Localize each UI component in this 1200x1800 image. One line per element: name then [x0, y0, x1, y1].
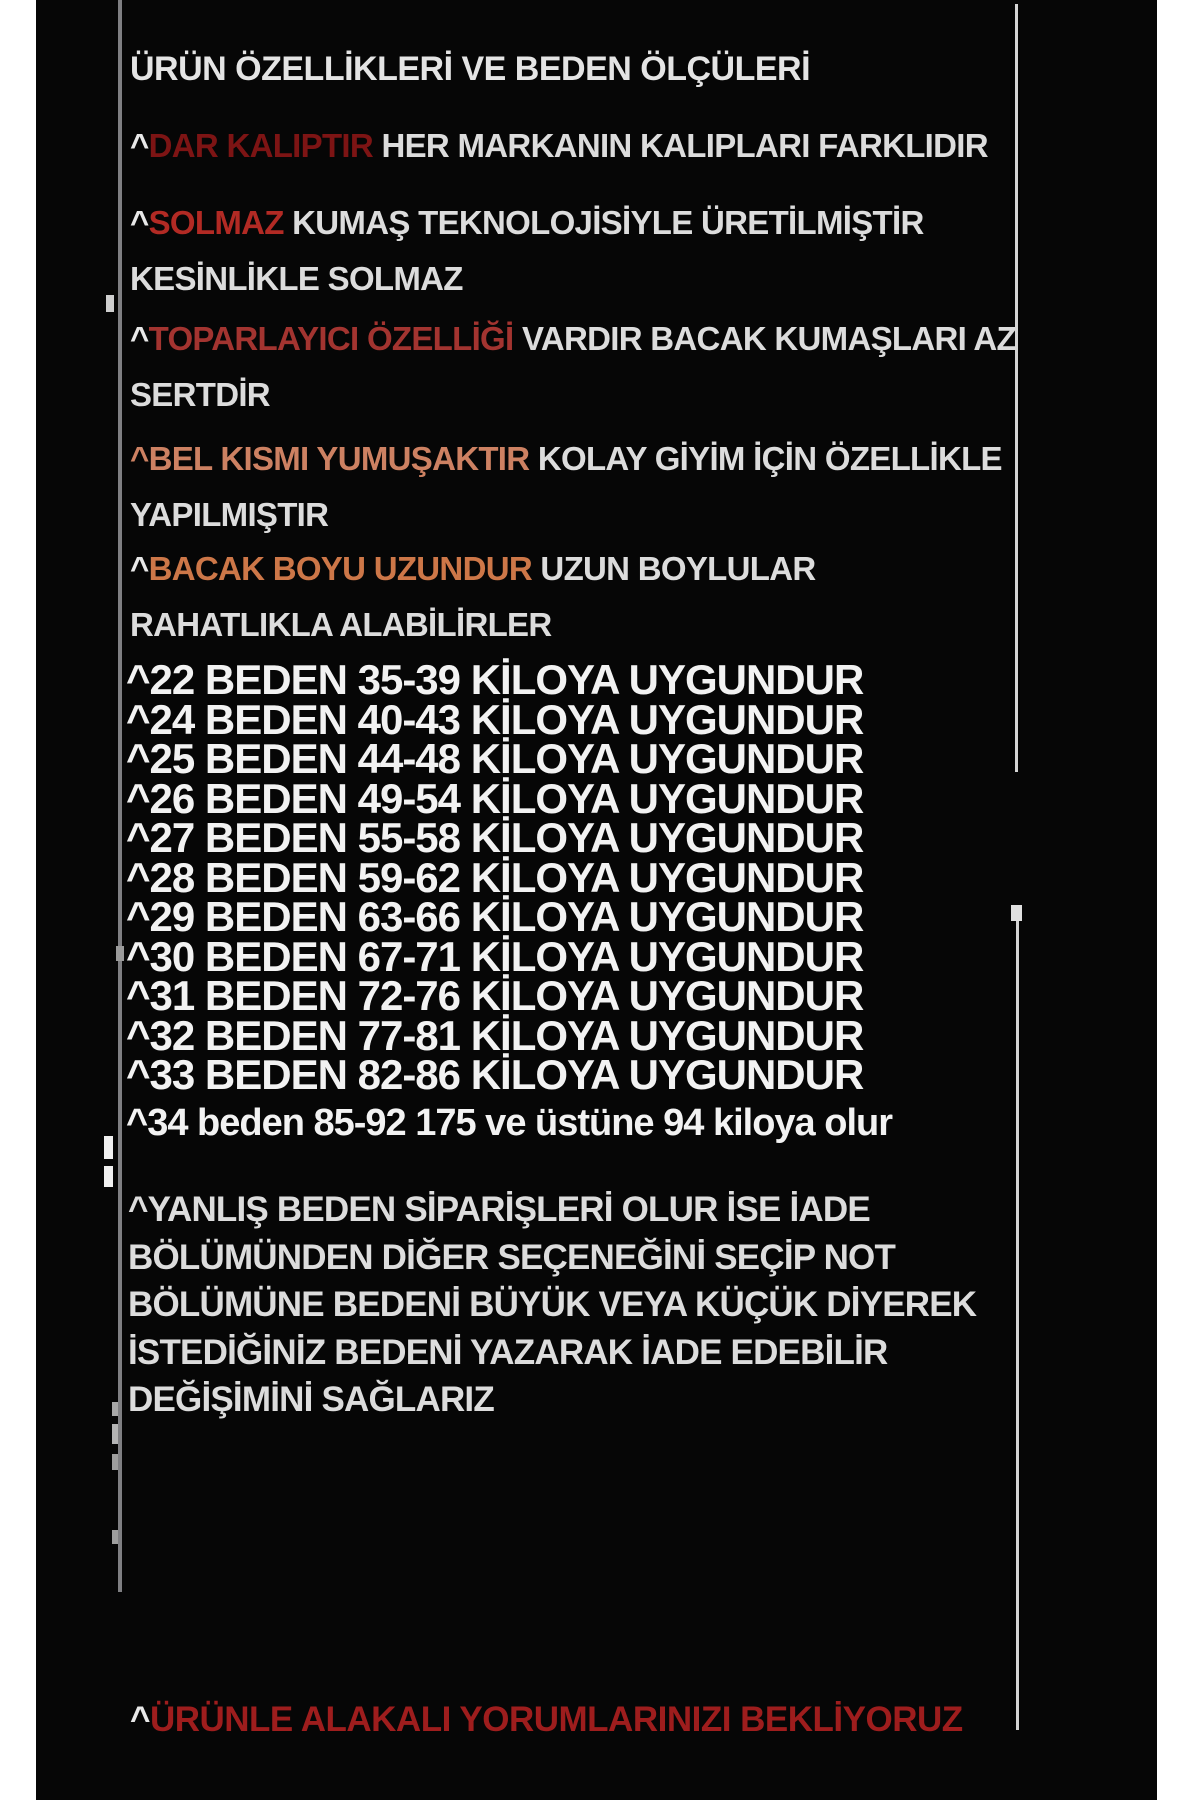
scan-artifact — [112, 1402, 118, 1416]
feature-toparlayici — [130, 311, 1016, 423]
note-line: BÖLÜMÜNDEN DİĞER SEÇENEĞİNİ SEÇİP NOT — [128, 1237, 896, 1277]
scan-artifact — [1011, 905, 1022, 921]
right-scan-line-bottom — [1016, 908, 1019, 1730]
size-row-34: ^34 beden 85-92 175 ve üstüne 94 kiloya olur — [126, 1101, 893, 1144]
feature-bacak-boyu — [130, 541, 815, 653]
size-row-24: ^24 BEDEN 40-43 KİLOYA UYGUNDUR — [126, 695, 864, 743]
feature-text-line2: YAPILMIŞTIR — [130, 496, 329, 533]
size-row-28: ^28 BEDEN 59-62 KİLOYA UYGUNDUR — [126, 853, 864, 901]
size-row-22: ^22 BEDEN 35-39 KİLOYA UYGUNDUR — [126, 656, 864, 703]
feature-highlight: BACAK BOYU UZUNDUR — [148, 550, 532, 587]
feature-highlight: BEL KISMI YUMUŞAKTIR — [148, 440, 530, 477]
feature-text: HER MARKANIN KALIPLARI FARKLIDIR — [373, 127, 988, 164]
caret-mark: ^ — [130, 204, 149, 241]
caret-mark: ^ — [130, 440, 149, 477]
caret-mark: ^ — [130, 550, 149, 587]
scan-artifact — [112, 1454, 118, 1470]
page-title: ÜRÜN ÖZELLİKLERİ VE BEDEN ÖLÇÜLERİ — [130, 50, 811, 88]
feature-text: VARDIR BACAK KUMAŞLARI AZ — [513, 320, 1016, 357]
return-policy-note — [128, 1186, 976, 1424]
note-line: DEĞİŞİMİNİ SAĞLARIZ — [128, 1380, 494, 1419]
scan-artifact — [112, 1424, 118, 1444]
note-line: BÖLÜMÜNE BEDENİ BÜYÜK VEYA KÜÇÜK DİYEREK — [128, 1285, 977, 1324]
left-scan-line — [118, 0, 122, 1592]
size-row-31: ^31 BEDEN 72-76 KİLOYA UYGUNDUR — [126, 972, 864, 1019]
scan-artifact — [112, 1530, 118, 1544]
product-description-image — [36, 0, 1157, 1800]
caret-mark: ^ — [130, 320, 149, 357]
note-line: ^YANLIŞ BEDEN SİPARİŞLERİ OLUR İSE İADE — [128, 1190, 870, 1229]
comments-request-line — [130, 1700, 963, 1740]
note-line: İSTEDİĞİNİZ BEDENİ YAZARAK İADE EDEBİLİR — [128, 1332, 888, 1372]
size-row-26: ^26 BEDEN 49-54 KİLOYA UYGUNDUR — [126, 774, 864, 822]
comments-request-text: ÜRÜNLE ALAKALI YORUMLARINIZI BEKLİYORUZ — [149, 1700, 963, 1739]
size-row-33: ^33 BEDEN 82-86 KİLOYA UYGUNDUR — [126, 1051, 864, 1098]
caret-mark: ^ — [130, 127, 149, 164]
caret-mark: ^ — [130, 1700, 150, 1739]
feature-text-line2: SERTDİR — [130, 376, 270, 413]
size-chart — [126, 656, 893, 1144]
scan-artifact — [104, 1166, 113, 1187]
scan-artifact — [106, 295, 114, 312]
feature-highlight: SOLMAZ — [148, 204, 284, 241]
scan-artifact — [104, 1136, 113, 1159]
feature-dar-kaliptir — [130, 118, 988, 174]
size-row-32: ^32 BEDEN 77-81 KİLOYA UYGUNDUR — [126, 1011, 864, 1059]
feature-highlight: TOPARLAYICI ÖZELLİĞİ — [148, 320, 514, 357]
size-row-30: ^30 BEDEN 67-71 KİLOYA UYGUNDUR — [126, 932, 864, 980]
feature-text: KUMAŞ TEKNOLOJİSİYLE ÜRETİLMİŞTİR — [283, 204, 924, 241]
scan-artifact — [116, 946, 124, 961]
feature-bel-kismi — [130, 431, 1002, 543]
feature-text: UZUN BOYLULAR — [531, 550, 816, 587]
feature-text-line2: KESİNLİKLE SOLMAZ — [130, 260, 463, 297]
feature-highlight: DAR KALIPTIR — [148, 127, 373, 164]
size-row-25: ^25 BEDEN 44-48 KİLOYA UYGUNDUR — [126, 735, 864, 782]
size-row-29: ^29 BEDEN 63-66 KİLOYA UYGUNDUR — [126, 893, 864, 940]
feature-text-line2: RAHATLIKLA ALABİLİRLER — [130, 606, 552, 643]
size-row-27: ^27 BEDEN 55-58 KİLOYA UYGUNDUR — [126, 814, 864, 861]
feature-solmaz — [130, 195, 924, 307]
feature-text: KOLAY GİYİM İÇİN ÖZELLİKLE — [529, 440, 1002, 477]
